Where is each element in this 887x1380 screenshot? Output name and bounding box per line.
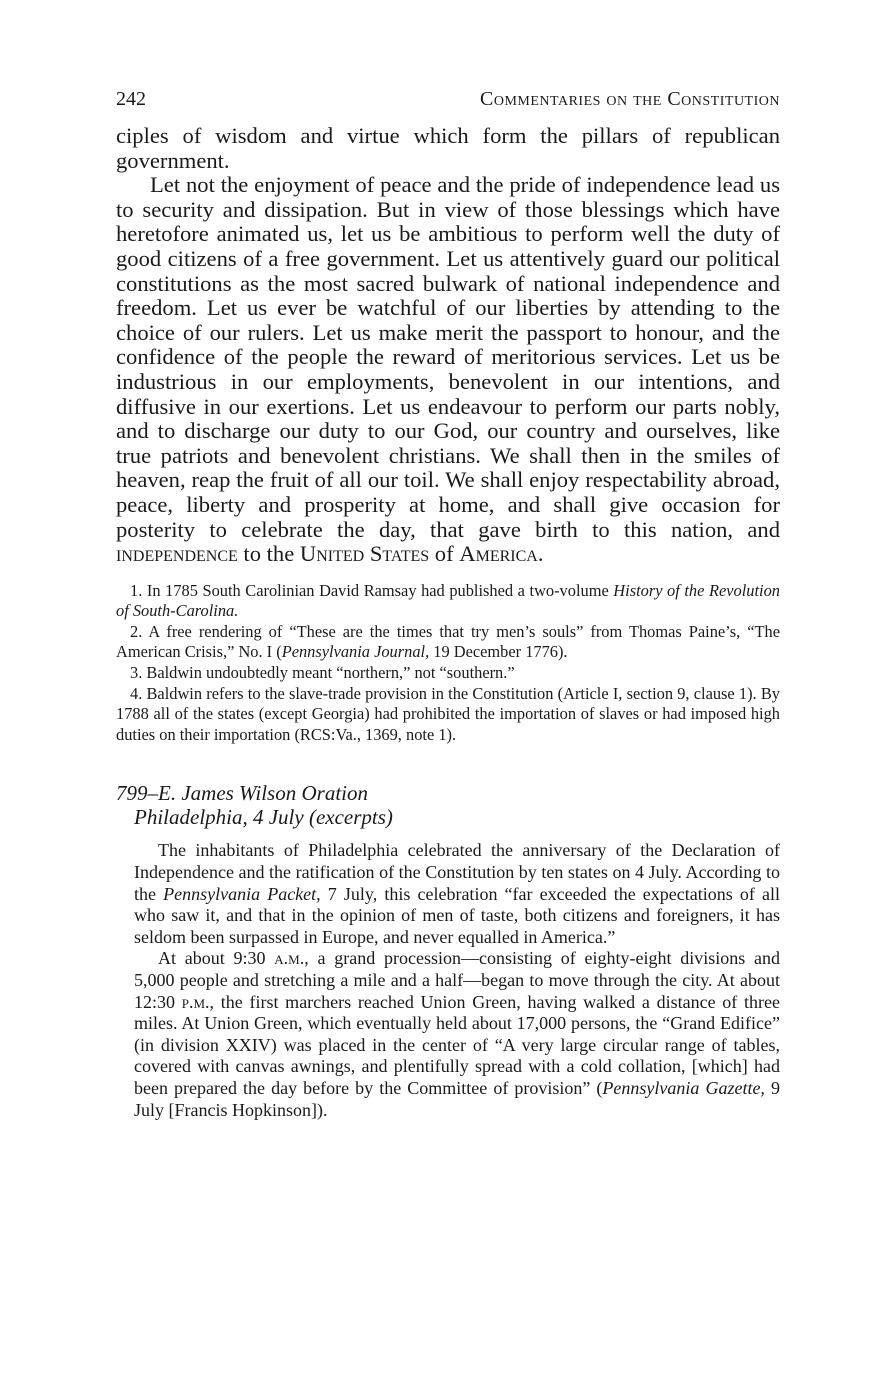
headnote-2-source: Pennsylvania Gazette, [602, 1077, 765, 1098]
footnote-1-text: 1. In 1785 South Carolinian David Ramsay had published a two-volume [130, 580, 614, 600]
text-of: of [434, 541, 454, 567]
time-am: a.m. [274, 948, 305, 969]
footnote-4: 4. Baldwin refers to the slave-trade provision in the Constitution (Article I, section 9, clause 1). By 1788 all of the states (except Georgia) had prohibited the importation of slaves or had imposed high duties on their importation (RCS:Va., 1369, note 1). [116, 683, 780, 744]
running-title: Commentaries on the Constitution [480, 88, 780, 110]
headnote-2-text-c: , the first marchers reached Union Green, having walked a distance of three miles. At Union Green, which eventually held about 17,000 persons, the “Grand Edifice” (in division XXIV) was placed in the center of “A very large circular range of tables, covered with canvas awnings, and plentifully spread with a cold collation, [which] had been prepared the day before by the Committee of provision” ( [134, 991, 780, 1098]
footnote-2-text: 2. A free rendering of “These are the times that try men’s souls” from Thomas Paine’s, “The American Crisis,” No. I ( [116, 621, 780, 662]
headnote-2-text-b: , a grand procession—consisting of eighty-eight divisions and 5,000 people and stretching a mile and a half—began to move through the city. At about 12:30 [134, 948, 780, 1012]
headnote-2-text-a: At about 9:30 [158, 948, 275, 969]
paragraph-oration [116, 173, 780, 567]
running-head [116, 88, 780, 124]
document-title: 799–E. James Wilson Oration [116, 781, 368, 806]
text-to-the: to the [243, 541, 295, 567]
headnote-1-source: Pennsylvania Packet, [163, 883, 321, 904]
body-text [116, 124, 780, 567]
document-heading [116, 781, 780, 829]
paragraph-oration-text: Let not the enjoyment of peace and the pride of independence lead us to security and dissipation. But in view of those blessings which have heretofore animated us, let us be ambitious to perform well the duty of good citizens of a free government. Let us attentively guard our political constitutions as the most sacred bulwark of national independence and freedom. Let us ever be watchful of our liberties by attending to the choice of our rulers. Let us make merit the passport to honour, and the confidence of the people the reward of meritorious services. Let us be industrious in our employments, benevolent in our intentions, and diffusive in our exertions. Let us endeavour to perform our parts nobly, and to discharge our duty to our God, our country and ourselves, like true patriots and benevolent christians. We shall then in the smiles of heaven, reap the fruit of all our toil. We shall enjoy respectability abroad, peace, liberty and prosperity at home, and shall give occasion for posterity to celebrate the day, that gave birth to this nation, and [116, 172, 780, 542]
footnotes [116, 581, 780, 746]
headnote-1-text: The inhabitants of Philadelphia celebrated the anniversary of the Declaration of Independence and the ratification of the Constitution by ten states on 4 July. According to the [134, 840, 780, 904]
time-pm: p.m. [181, 991, 210, 1012]
word-america: America. [459, 541, 544, 567]
headnote-1-quote: 7 July, this celebration “far exceeded the expectations of all who saw it, and that in the opinion of men of taste, both citizens and foreigners, it has seldom been surpassed in Europe, and never equalled in America.” [134, 883, 780, 947]
page-number: 242 [116, 88, 146, 110]
headnote-2-text-d: 9 July [Francis Hopkinson]). [134, 1077, 780, 1120]
footnote-1-title: History of the Revolution of South-Carolina. [116, 580, 780, 621]
headnote-paragraph-1 [134, 840, 780, 948]
word-united-states: United States [299, 541, 430, 567]
footnote-1 [116, 581, 780, 622]
footnote-3: 3. Baldwin undoubtedly meant “northern,” not “southern.” [130, 663, 515, 683]
footnote-2-source: Pennsylvania Journal, [281, 642, 430, 662]
footnote-2-date: 19 December 1776). [429, 642, 568, 662]
footnote-2 [116, 622, 780, 663]
document-page [116, 88, 780, 1121]
word-independence: independence [116, 541, 238, 567]
headnote [134, 840, 780, 1121]
document-subtitle: Philadelphia, 4 July (excerpts) [134, 805, 393, 830]
headnote-paragraph-2 [134, 948, 780, 1121]
paragraph-continuation: ciples of wisdom and virtue which form the pillars of republican government. [116, 123, 780, 173]
